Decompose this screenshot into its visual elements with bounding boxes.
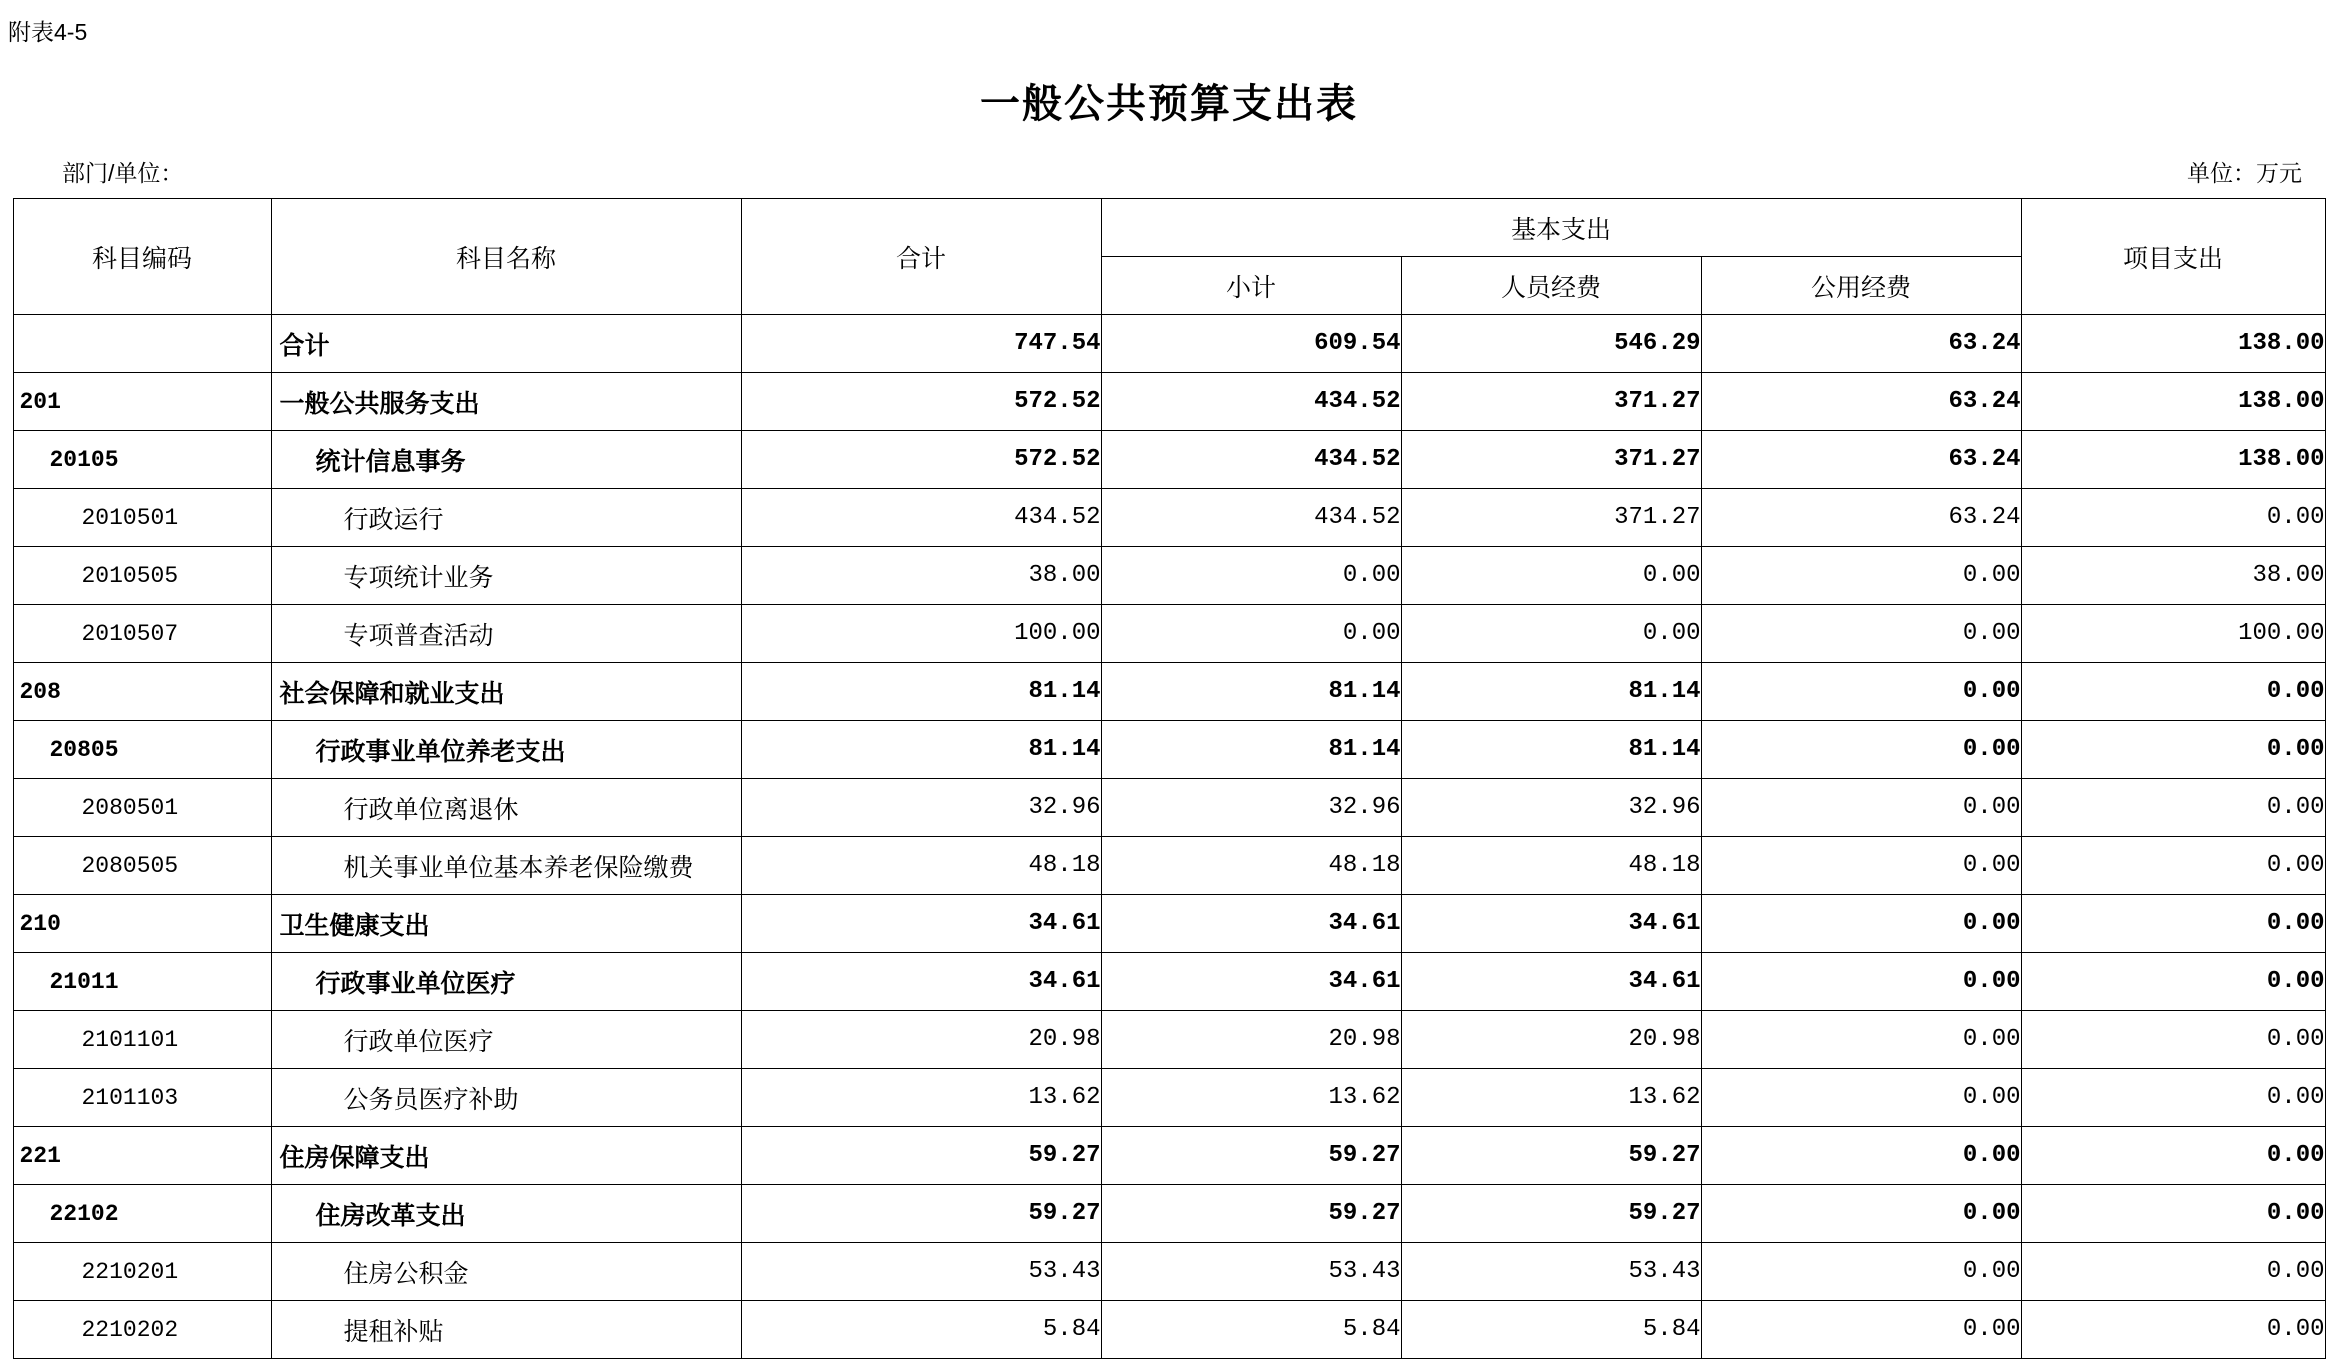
table-header <box>13 199 2325 315</box>
table-row <box>13 431 2325 489</box>
row-personnel: 59.27 <box>1401 1185 1701 1243</box>
row-public: 0.00 <box>1701 895 2021 953</box>
row-code <box>13 315 271 373</box>
row-project: 138.00 <box>2021 431 2325 489</box>
row-basic-sub: 34.61 <box>1101 895 1401 953</box>
row-name: 住房公积金 <box>271 1243 741 1301</box>
row-total: 81.14 <box>741 663 1101 721</box>
row-project: 0.00 <box>2021 1069 2325 1127</box>
row-personnel: 371.27 <box>1401 373 1701 431</box>
col-header-project: 项目支出 <box>2021 199 2325 315</box>
row-name: 提租补贴 <box>271 1301 741 1359</box>
row-project: 0.00 <box>2021 1243 2325 1301</box>
table-row <box>13 1011 2325 1069</box>
row-personnel: 371.27 <box>1401 431 1701 489</box>
row-basic-sub: 5.84 <box>1101 1301 1401 1359</box>
row-code: 2010501 <box>13 489 271 547</box>
col-header-public: 公用经费 <box>1701 257 2021 315</box>
row-name: 行政事业单位养老支出 <box>271 721 741 779</box>
table-row <box>13 605 2325 663</box>
row-code: 221 <box>13 1127 271 1185</box>
row-total: 53.43 <box>741 1243 1101 1301</box>
row-name: 机关事业单位基本养老保险缴费 <box>271 837 741 895</box>
row-public: 0.00 <box>1701 779 2021 837</box>
row-basic-sub: 32.96 <box>1101 779 1401 837</box>
row-basic-sub: 34.61 <box>1101 953 1401 1011</box>
row-public: 0.00 <box>1701 1301 2021 1359</box>
row-total: 34.61 <box>741 953 1101 1011</box>
table-row <box>13 1243 2325 1301</box>
row-code: 2101101 <box>13 1011 271 1069</box>
table-row <box>13 547 2325 605</box>
row-project: 0.00 <box>2021 837 2325 895</box>
row-personnel: 81.14 <box>1401 721 1701 779</box>
row-public: 0.00 <box>1701 721 2021 779</box>
row-public: 0.00 <box>1701 1185 2021 1243</box>
row-total: 747.54 <box>741 315 1101 373</box>
row-project: 0.00 <box>2021 1127 2325 1185</box>
row-total: 572.52 <box>741 431 1101 489</box>
row-code: 20105 <box>13 431 271 489</box>
row-name: 住房保障支出 <box>271 1127 741 1185</box>
row-public: 63.24 <box>1701 373 2021 431</box>
row-public: 0.00 <box>1701 547 2021 605</box>
table-row <box>13 1069 2325 1127</box>
row-basic-sub: 48.18 <box>1101 837 1401 895</box>
department-label: 部门/单位： <box>62 160 184 186</box>
row-name: 行政运行 <box>271 489 741 547</box>
row-public: 0.00 <box>1701 1127 2021 1185</box>
row-code: 21011 <box>13 953 271 1011</box>
row-personnel: 32.96 <box>1401 779 1701 837</box>
row-personnel: 53.43 <box>1401 1243 1701 1301</box>
row-total: 34.61 <box>741 895 1101 953</box>
col-header-personnel: 人员经费 <box>1401 257 1701 315</box>
row-public: 0.00 <box>1701 1243 2021 1301</box>
row-project: 138.00 <box>2021 315 2325 373</box>
meta-row <box>0 129 2338 198</box>
row-total: 13.62 <box>741 1069 1101 1127</box>
table-row <box>13 489 2325 547</box>
col-header-basic-sub: 小计 <box>1101 257 1401 315</box>
table-row <box>13 373 2325 431</box>
row-basic-sub: 13.62 <box>1101 1069 1401 1127</box>
table-row <box>13 663 2325 721</box>
row-basic-sub: 609.54 <box>1101 315 1401 373</box>
row-name: 合计 <box>271 315 741 373</box>
attachment-label: 附表4-5 <box>8 19 88 45</box>
row-total: 572.52 <box>741 373 1101 431</box>
row-personnel: 81.14 <box>1401 663 1701 721</box>
row-name: 卫生健康支出 <box>271 895 741 953</box>
row-personnel: 5.84 <box>1401 1301 1701 1359</box>
row-basic-sub: 20.98 <box>1101 1011 1401 1069</box>
row-public: 0.00 <box>1701 837 2021 895</box>
row-project: 38.00 <box>2021 547 2325 605</box>
row-project: 0.00 <box>2021 721 2325 779</box>
row-name: 公务员医疗补助 <box>271 1069 741 1127</box>
row-personnel: 34.61 <box>1401 895 1701 953</box>
row-code: 2080505 <box>13 837 271 895</box>
row-name: 行政事业单位医疗 <box>271 953 741 1011</box>
row-name: 专项普查活动 <box>271 605 741 663</box>
row-basic-sub: 59.27 <box>1101 1185 1401 1243</box>
row-code: 208 <box>13 663 271 721</box>
row-personnel: 0.00 <box>1401 605 1701 663</box>
row-public: 63.24 <box>1701 489 2021 547</box>
table-row <box>13 895 2325 953</box>
row-basic-sub: 81.14 <box>1101 663 1401 721</box>
row-public: 63.24 <box>1701 315 2021 373</box>
row-code: 2101103 <box>13 1069 271 1127</box>
row-public: 0.00 <box>1701 1011 2021 1069</box>
row-name: 行政单位离退休 <box>271 779 741 837</box>
row-total: 38.00 <box>741 547 1101 605</box>
row-total: 434.52 <box>741 489 1101 547</box>
row-project: 0.00 <box>2021 779 2325 837</box>
row-project: 138.00 <box>2021 373 2325 431</box>
header-row-top <box>13 199 2325 257</box>
row-code: 210 <box>13 895 271 953</box>
col-header-basic-group: 基本支出 <box>1101 199 2021 257</box>
row-code: 2210202 <box>13 1301 271 1359</box>
table-body <box>13 315 2325 1359</box>
row-project: 0.00 <box>2021 1301 2325 1359</box>
row-basic-sub: 59.27 <box>1101 1127 1401 1185</box>
unit-label: 单位：万元 <box>2187 160 2302 186</box>
row-public: 0.00 <box>1701 663 2021 721</box>
col-header-total: 合计 <box>741 199 1101 315</box>
row-code: 2010507 <box>13 605 271 663</box>
row-basic-sub: 0.00 <box>1101 547 1401 605</box>
row-personnel: 34.61 <box>1401 953 1701 1011</box>
row-basic-sub: 434.52 <box>1101 373 1401 431</box>
col-header-code: 科目编码 <box>13 199 271 315</box>
row-code: 2080501 <box>13 779 271 837</box>
row-personnel: 13.62 <box>1401 1069 1701 1127</box>
budget-expenditure-table <box>13 198 2326 1359</box>
table-row <box>13 837 2325 895</box>
row-total: 81.14 <box>741 721 1101 779</box>
row-total: 59.27 <box>741 1127 1101 1185</box>
table-row <box>13 953 2325 1011</box>
row-personnel: 59.27 <box>1401 1127 1701 1185</box>
row-code: 20805 <box>13 721 271 779</box>
row-project: 0.00 <box>2021 1185 2325 1243</box>
row-total: 48.18 <box>741 837 1101 895</box>
row-name: 住房改革支出 <box>271 1185 741 1243</box>
row-code: 22102 <box>13 1185 271 1243</box>
table-row <box>13 721 2325 779</box>
row-project: 0.00 <box>2021 1011 2325 1069</box>
row-public: 63.24 <box>1701 431 2021 489</box>
row-project: 100.00 <box>2021 605 2325 663</box>
row-basic-sub: 434.52 <box>1101 489 1401 547</box>
row-public: 0.00 <box>1701 605 2021 663</box>
row-total: 59.27 <box>741 1185 1101 1243</box>
row-basic-sub: 53.43 <box>1101 1243 1401 1301</box>
table-row <box>13 1301 2325 1359</box>
row-code: 2010505 <box>13 547 271 605</box>
row-code: 201 <box>13 373 271 431</box>
row-public: 0.00 <box>1701 1069 2021 1127</box>
col-header-name: 科目名称 <box>271 199 741 315</box>
row-personnel: 546.29 <box>1401 315 1701 373</box>
row-name: 一般公共服务支出 <box>271 373 741 431</box>
row-name: 统计信息事务 <box>271 431 741 489</box>
table-row <box>13 1185 2325 1243</box>
page-title: 一般公共预算支出表 <box>980 81 1358 126</box>
table-row <box>13 779 2325 837</box>
row-basic-sub: 434.52 <box>1101 431 1401 489</box>
row-project: 0.00 <box>2021 953 2325 1011</box>
row-total: 20.98 <box>741 1011 1101 1069</box>
row-public: 0.00 <box>1701 953 2021 1011</box>
row-total: 32.96 <box>741 779 1101 837</box>
row-project: 0.00 <box>2021 895 2325 953</box>
row-code: 2210201 <box>13 1243 271 1301</box>
row-personnel: 48.18 <box>1401 837 1701 895</box>
row-name: 行政单位医疗 <box>271 1011 741 1069</box>
row-project: 0.00 <box>2021 663 2325 721</box>
row-basic-sub: 0.00 <box>1101 605 1401 663</box>
row-total: 5.84 <box>741 1301 1101 1359</box>
row-personnel: 20.98 <box>1401 1011 1701 1069</box>
row-personnel: 371.27 <box>1401 489 1701 547</box>
table-row <box>13 315 2325 373</box>
row-total: 100.00 <box>741 605 1101 663</box>
row-project: 0.00 <box>2021 489 2325 547</box>
row-basic-sub: 81.14 <box>1101 721 1401 779</box>
table-row <box>13 1127 2325 1185</box>
row-name: 专项统计业务 <box>271 547 741 605</box>
row-personnel: 0.00 <box>1401 547 1701 605</box>
row-name: 社会保障和就业支出 <box>271 663 741 721</box>
